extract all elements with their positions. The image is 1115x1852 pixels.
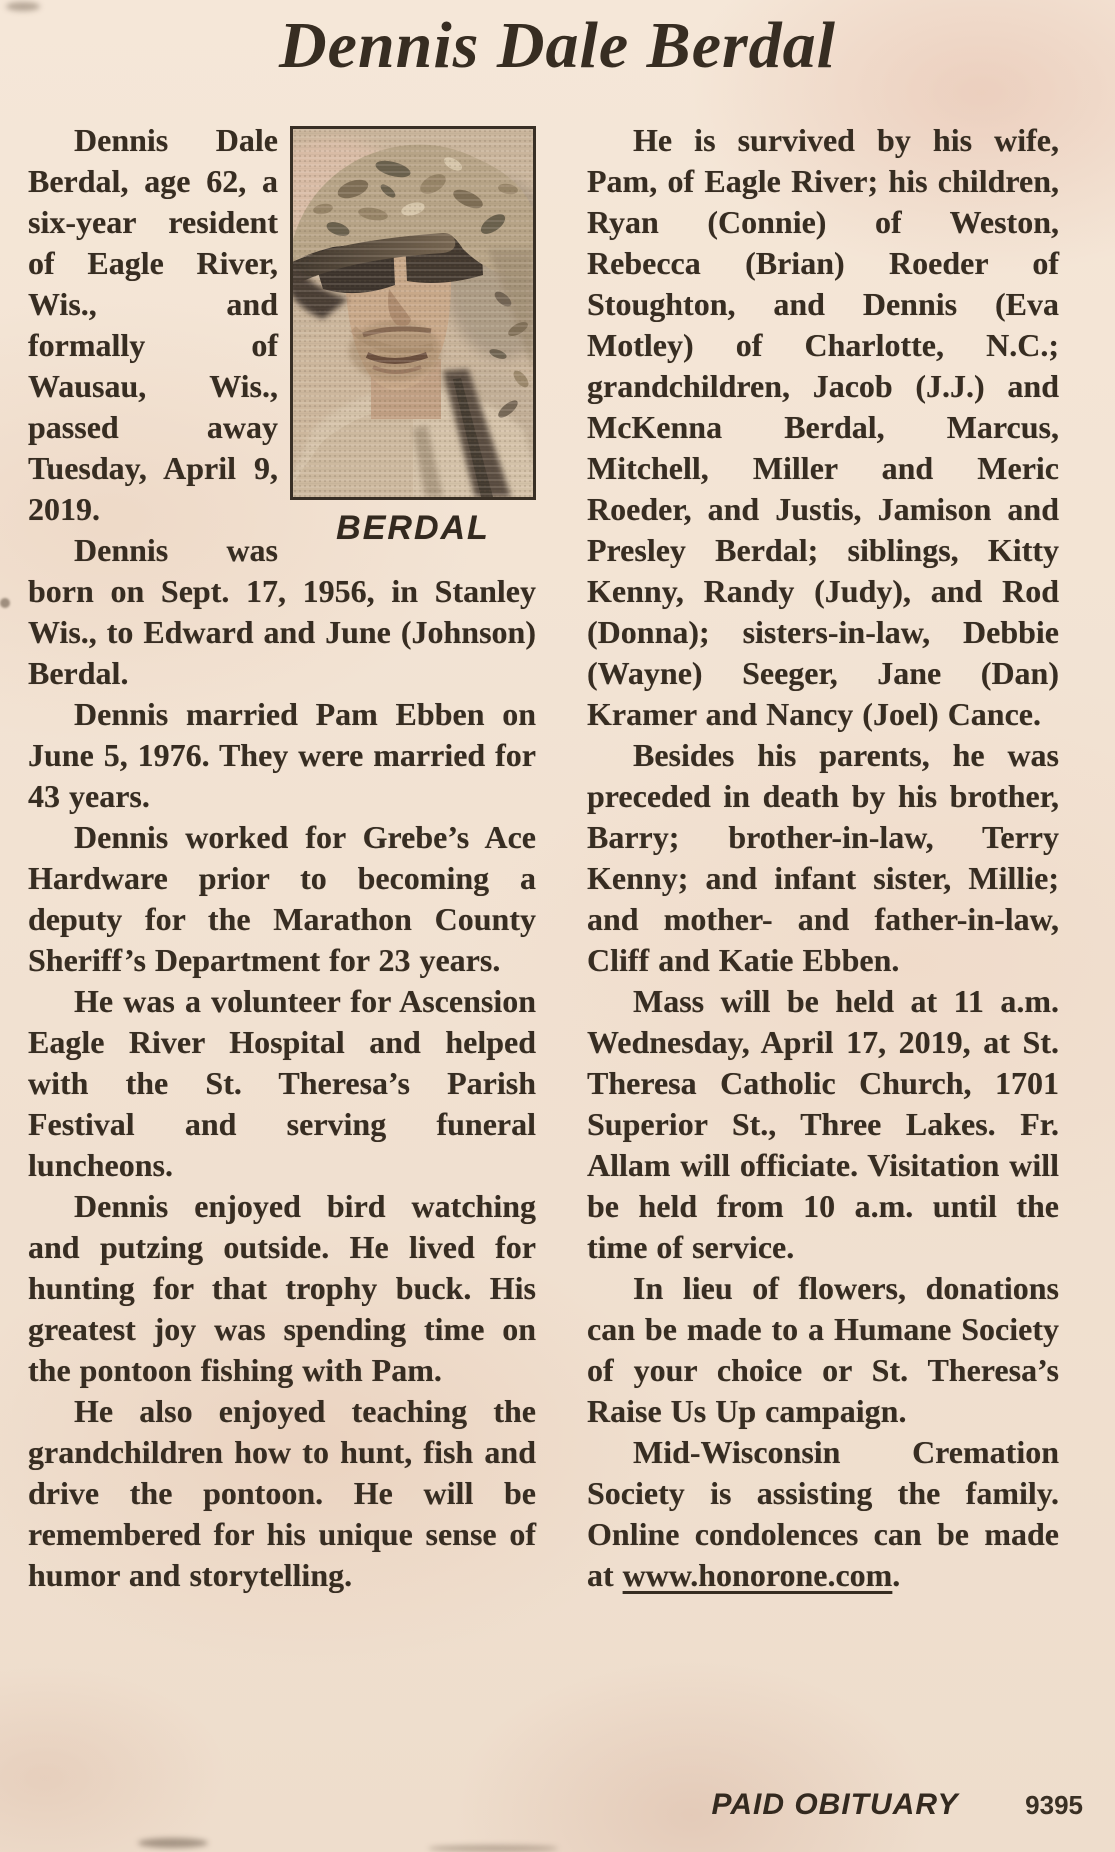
photo-caption: BERDAL — [336, 509, 490, 547]
paragraph-volunteer: He was a volunteer for Ascension Eagle River Hospital and helped with the St. Theresa’s Parish Festival and serving funeral luncheons. — [28, 983, 536, 1183]
obituary-number: 9395 — [1025, 1790, 1083, 1820]
paragraph-career: Dennis worked for Grebe’s Ace Hardware prior to becoming a deputy for the Marathon County Sheriff’s Department for 23 years. — [28, 819, 536, 978]
condolences-url: www.honorone.com — [622, 1557, 893, 1593]
paragraph-intro: Dennis Dale Berdal, age 62, a six-year resident of Eagle River, Wis., and formally of Wausau, Wis., passed away Tuesday, April 9, 2019. — [28, 122, 278, 527]
paragraph-arrangements — [587, 1432, 1059, 1596]
portrait-photo-illustration — [293, 129, 533, 497]
paragraph-preceded: Besides his parents, he was preceded in death by his brother, Barry; brother-in-law, Terry Kenny; and infant sister, Millie; and mother- and father-in-law, Cliff and Katie Ebben. — [587, 737, 1059, 978]
scan-smudge — [6, 2, 40, 11]
paragraph-remembrance: He also enjoyed teaching the grandchildren how to hunt, fish and drive the pontoon. He will be remembered for his unique sense of humor and storytelling. — [28, 1393, 536, 1593]
paragraph-survivors: He is survived by his wife, Pam, of Eagle River; his children, Ryan (Connie) of Weston, Rebecca (Brian) Roeder of Stoughton, and Dennis (Eva Motley) of Charlotte, N.C.; grandchildren, Jacob (J.J.) and McKenna Berdal, Marcus, Mitchell, Miller and Meric Roeder, and Justis, Jamison and Presley Berdal; siblings, Kitty Kenny, Randy (Judy), and Rod (Donna); sisters-in-law, Debbie (Wayne) Seeger, Jane (Dan) Kramer and Nancy (Joel) Cance. — [587, 122, 1059, 732]
scan-smudge — [428, 1845, 558, 1852]
paragraph-mass: Mass will be held at 11 a.m. Wednesday, April 17, 2019, at St. Theresa Catholic Church, 1701 Superior St., Three Lakes. Fr. Allam will officiate. Visitation will be held from 10 a.m. until the time of service. — [587, 983, 1059, 1265]
paragraph-hobbies: Dennis enjoyed bird watching and putzing outside. He lived for hunting for that trophy buck. His greatest joy was spending time on the pontoon fishing with Pam. — [28, 1188, 536, 1388]
footer — [587, 1788, 1083, 1828]
obituary-title: Dennis Dale Berdal — [278, 9, 837, 82]
paragraph-donations: In lieu of flowers, donations can be made to a Humane Society of your choice or St. Theresa’s Raise Us Up campaign. — [587, 1270, 1059, 1429]
left-column — [28, 120, 536, 1596]
scan-smudge — [138, 1838, 208, 1848]
paid-obituary-label: PAID OBITUARY — [711, 1788, 959, 1821]
portrait-photo-block — [290, 126, 536, 547]
arrangements-suffix: . — [892, 1557, 901, 1593]
right-column — [587, 120, 1059, 1596]
paragraph-marriage: Dennis married Pam Ebben on June 5, 1976. They were married for 43 years. — [28, 696, 536, 814]
scan-smudge — [0, 598, 10, 608]
portrait-photo — [290, 126, 536, 500]
arrangements-text: Mid-Wisconsin Cremation Society is assisting the family. Online condolences can be made at — [587, 1434, 1059, 1593]
paragraph-birth: Dennis was born on Sept. 17, 1956, in Stanley Wis., to Edward and June (Johnson) Berdal. — [28, 532, 536, 691]
